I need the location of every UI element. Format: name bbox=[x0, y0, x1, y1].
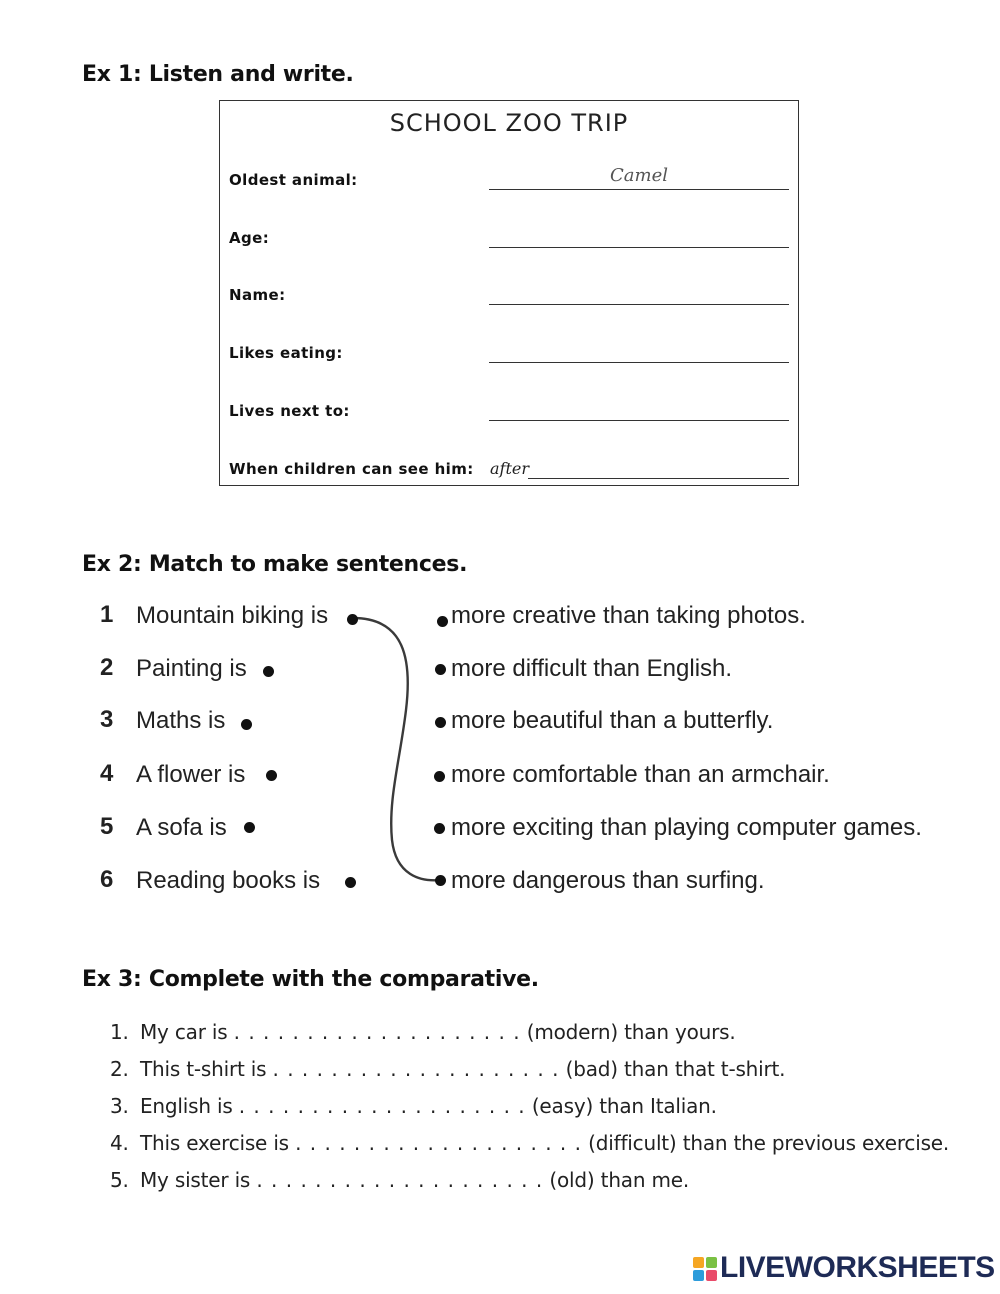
match-left-text: Mountain biking is bbox=[136, 602, 329, 629]
form-title: SCHOOL ZOO TRIP bbox=[389, 109, 629, 137]
match-right-text: more dangerous than surfing. bbox=[451, 867, 765, 894]
match-left-dot[interactable] bbox=[345, 877, 356, 888]
answer-blank[interactable]: . . . . . . . . . . . . . . . . . . . . bbox=[233, 1020, 521, 1044]
form-row-age bbox=[220, 225, 798, 255]
answer-line-age[interactable] bbox=[489, 247, 789, 248]
match-row bbox=[0, 601, 1000, 641]
match-right-text: more difficult than English. bbox=[451, 655, 733, 682]
item-text-before: My sister is bbox=[140, 1168, 257, 1192]
form-label: Likes eating: bbox=[229, 344, 343, 362]
item-text-before: English is bbox=[140, 1094, 239, 1118]
item-text-before: This exercise is bbox=[140, 1131, 296, 1155]
form-label: Oldest animal: bbox=[229, 171, 358, 189]
match-number: 6 bbox=[100, 866, 114, 893]
answer-blank[interactable]: . . . . . . . . . . . . . . . . . . . . bbox=[272, 1057, 560, 1081]
match-number: 4 bbox=[100, 760, 114, 787]
match-right-text: more creative than taking photos. bbox=[451, 602, 806, 629]
zoo-trip-form bbox=[219, 100, 799, 486]
item-text-after: (difficult) than the previous exercise. bbox=[582, 1131, 950, 1155]
match-right-text: more comfortable than an armchair. bbox=[451, 761, 830, 788]
item-text-after: (modern) than yours. bbox=[520, 1020, 736, 1044]
match-left-text: Reading books is bbox=[136, 867, 321, 894]
form-label: When children can see him: bbox=[229, 460, 474, 478]
match-left-text: Maths is bbox=[136, 707, 226, 734]
match-left-dot[interactable] bbox=[263, 666, 274, 677]
answer-line-oldest-animal[interactable] bbox=[489, 189, 789, 190]
answer-blank[interactable]: . . . . . . . . . . . . . . . . . . . . bbox=[238, 1094, 526, 1118]
ex3-list-item bbox=[110, 1131, 949, 1155]
item-text-before: This t-shirt is bbox=[140, 1057, 273, 1081]
ex1-heading: Ex 1: Listen and write. bbox=[82, 62, 354, 87]
form-label: Age: bbox=[229, 229, 270, 247]
match-right-dot[interactable] bbox=[437, 616, 448, 627]
item-number: 3. bbox=[110, 1094, 129, 1118]
match-left-text: A sofa is bbox=[136, 814, 227, 841]
item-number: 1. bbox=[110, 1020, 129, 1044]
match-left-dot[interactable] bbox=[241, 719, 252, 730]
match-right-dot[interactable] bbox=[435, 875, 446, 886]
match-right-text: more beautiful than a butterfly. bbox=[451, 707, 774, 734]
match-number: 5 bbox=[100, 813, 114, 840]
match-right-dot[interactable] bbox=[434, 823, 445, 834]
form-label: Lives next to: bbox=[229, 402, 350, 420]
match-left-dot[interactable] bbox=[347, 614, 358, 625]
answer-line-lives-next-to[interactable] bbox=[489, 420, 789, 421]
item-text-after: (easy) than Italian. bbox=[525, 1094, 717, 1118]
match-row bbox=[0, 760, 1000, 800]
match-row bbox=[0, 813, 1000, 853]
item-text-after: (old) than me. bbox=[543, 1168, 690, 1192]
match-right-dot[interactable] bbox=[435, 664, 446, 675]
match-row bbox=[0, 706, 1000, 746]
match-left-text: Painting is bbox=[136, 655, 247, 682]
answer-camel: Camel bbox=[610, 165, 668, 186]
item-number: 2. bbox=[110, 1057, 129, 1081]
match-left-dot[interactable] bbox=[266, 770, 277, 781]
liveworksheets-logo-icon bbox=[693, 1257, 717, 1281]
answer-line-name[interactable] bbox=[489, 304, 789, 305]
match-right-dot[interactable] bbox=[434, 771, 445, 782]
ex2-heading: Ex 2: Match to make sentences. bbox=[82, 552, 468, 577]
item-text-before: My car is bbox=[140, 1020, 234, 1044]
form-row-oldest-animal bbox=[220, 167, 798, 197]
match-row bbox=[0, 866, 1000, 906]
form-row-likes-eating bbox=[220, 340, 798, 370]
item-text-after: (bad) than that t-shirt. bbox=[559, 1057, 786, 1081]
prefix-after: after bbox=[490, 459, 530, 478]
form-row-lives-next-to bbox=[220, 398, 798, 428]
form-row-when-children bbox=[220, 456, 798, 486]
logo-text: LIVEWORKSHEETS bbox=[720, 1251, 995, 1284]
ex3-heading: Ex 3: Complete with the comparative. bbox=[82, 967, 539, 992]
match-number: 3 bbox=[100, 706, 114, 733]
answer-line-likes-eating[interactable] bbox=[489, 362, 789, 363]
ex3-list-item bbox=[110, 1168, 689, 1192]
match-right-dot[interactable] bbox=[435, 717, 446, 728]
answer-blank[interactable]: . . . . . . . . . . . . . . . . . . . . bbox=[295, 1131, 583, 1155]
form-row-name bbox=[220, 282, 798, 312]
match-left-text: A flower is bbox=[136, 761, 246, 788]
form-label: Name: bbox=[229, 286, 286, 304]
ex3-list-item bbox=[110, 1057, 785, 1081]
match-left-dot[interactable] bbox=[244, 822, 255, 833]
answer-blank[interactable]: . . . . . . . . . . . . . . . . . . . . bbox=[256, 1168, 544, 1192]
item-number: 4. bbox=[110, 1131, 129, 1155]
match-number: 2 bbox=[100, 654, 114, 681]
liveworksheets-logo[interactable] bbox=[693, 1251, 995, 1286]
match-row bbox=[0, 654, 1000, 694]
ex3-list-item bbox=[110, 1094, 717, 1118]
match-right-text: more exciting than playing computer games. bbox=[451, 814, 922, 841]
item-number: 5. bbox=[110, 1168, 129, 1192]
ex3-list-item bbox=[110, 1020, 736, 1044]
match-number: 1 bbox=[100, 601, 114, 628]
answer-line-when-children[interactable] bbox=[528, 478, 789, 479]
